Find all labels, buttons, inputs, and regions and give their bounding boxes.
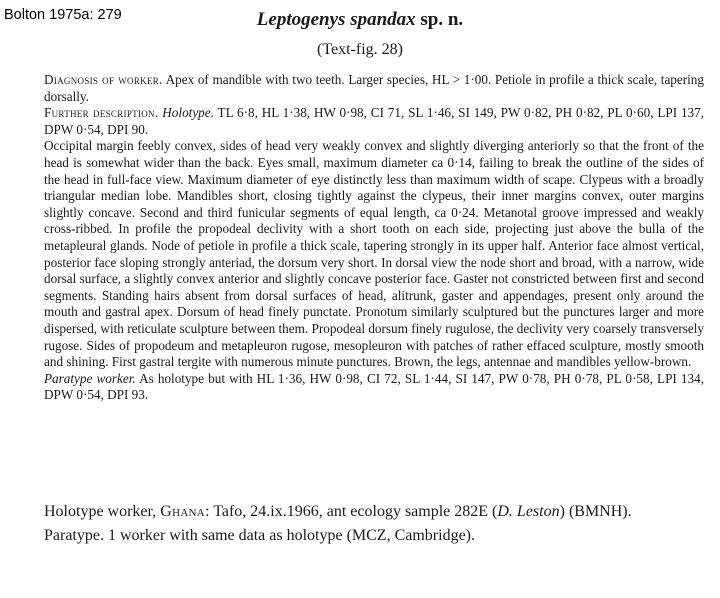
further-description-heading: Further description. <box>44 105 159 121</box>
description-block <box>44 72 704 404</box>
species-suffix: sp. n. <box>420 9 464 30</box>
citation-label: Bolton 1975a: 279 <box>4 7 122 23</box>
material-examined <box>44 502 704 549</box>
holotype-collector: D. Leston <box>497 503 560 520</box>
paratype-material: Paratype. 1 worker with same data as holotype (MCZ, Cambridge). <box>44 526 475 544</box>
holotype-repository: ) (BMNH). <box>559 503 632 520</box>
holotype-measurements: TL 6·8, HL 1·38, HW 0·98, CI 71, SL 1·46, SI 149, PW 0·82, PH 0·82, PL 0·60, LPI 137, DPW 0·54, DPI 90. <box>44 105 705 137</box>
morphology-paragraph: Occipital margin feebly convex, sides of head very weakly convex and slightly diverging anteriorly so that the front of the head is somewhat wider than the back. Eyes small, maximum diameter ca 0·14, failing to break the outline of the sides of the head in full-face view. Maximum diameter of eye distinctly less than maximum width of scape. Clypeus with a broadly triangular median lobe. Mandibles short, closing tightly against the clypeus, their inner margins convex, outer margins slightly concave. Second and third funicular segments of equal length, ca 0·24. Metanotal groove impressed and weakly cross-ribbed. In profile the propodeal declivity with a short tooth on each side, projecting just above the bulla of the metapleural glands. Node of petiole in profile a thick scale, tapering strongly in its upper half. Anterior face almost vertical, posterior face sloping strongly anteriad, the dorsum very short. In dorsal view the node short and broad, with a narrow, wide dorsal surface, a slightly convex anterior and slightly concave posterior face. Gaster not constricted between first and second segments. Standing hairs absent from dorsal surfaces of head, alitrunk, gaster and appendages, present only around the mouth and gastral apex. Dorsum of head finely punctate. Pronotum similarly sculptured but the punctures larger and more dispersed, with reticulate sculpture between them. Propodeal dorsum finely rugulose, the declivity very coarsely transversely rugose. Sides of propodeum and metapleuron rugose, mesopleuron with patches of rather effaced sculpture, mostly smooth and shining. First gastral tergite with numerous minute punctures. Brown, the legs, antennae and mandibles yellow-brown. <box>44 138 704 370</box>
holotype-label: Holotype. <box>162 105 214 121</box>
diagnosis-text: Apex of mandible with two teeth. Larger species, HL > 1·00. Petiole in profile a thick scale, tapering dorsally. <box>44 72 704 104</box>
holotype-locality: : Tafo, 24.ix.1966, ant ecology sample 282E ( <box>205 503 498 520</box>
paratype-measurements: As holotype but with HL 1·36, HW 0·98, CI 72, SL 1·44, SI 147, PW 0·78, PH 0·78, PL 0·58, LPI 134, DPW 0·54, DPI 93. <box>44 370 704 403</box>
species-name: Leptogenys spandax <box>256 9 416 30</box>
diagnosis-paragraph <box>44 72 704 105</box>
paratype-paragraph <box>44 371 704 404</box>
further-description-paragraph <box>44 105 704 138</box>
species-title <box>0 9 720 31</box>
holotype-country: Ghana <box>160 503 206 520</box>
diagnosis-heading: Diagnosis of worker. <box>44 72 163 87</box>
figure-reference: (Text-fig. 28) <box>317 41 403 58</box>
paratype-label: Paratype worker. <box>44 370 136 386</box>
holotype-prefix: Holotype worker, <box>44 503 157 520</box>
holotype-material <box>44 502 704 522</box>
